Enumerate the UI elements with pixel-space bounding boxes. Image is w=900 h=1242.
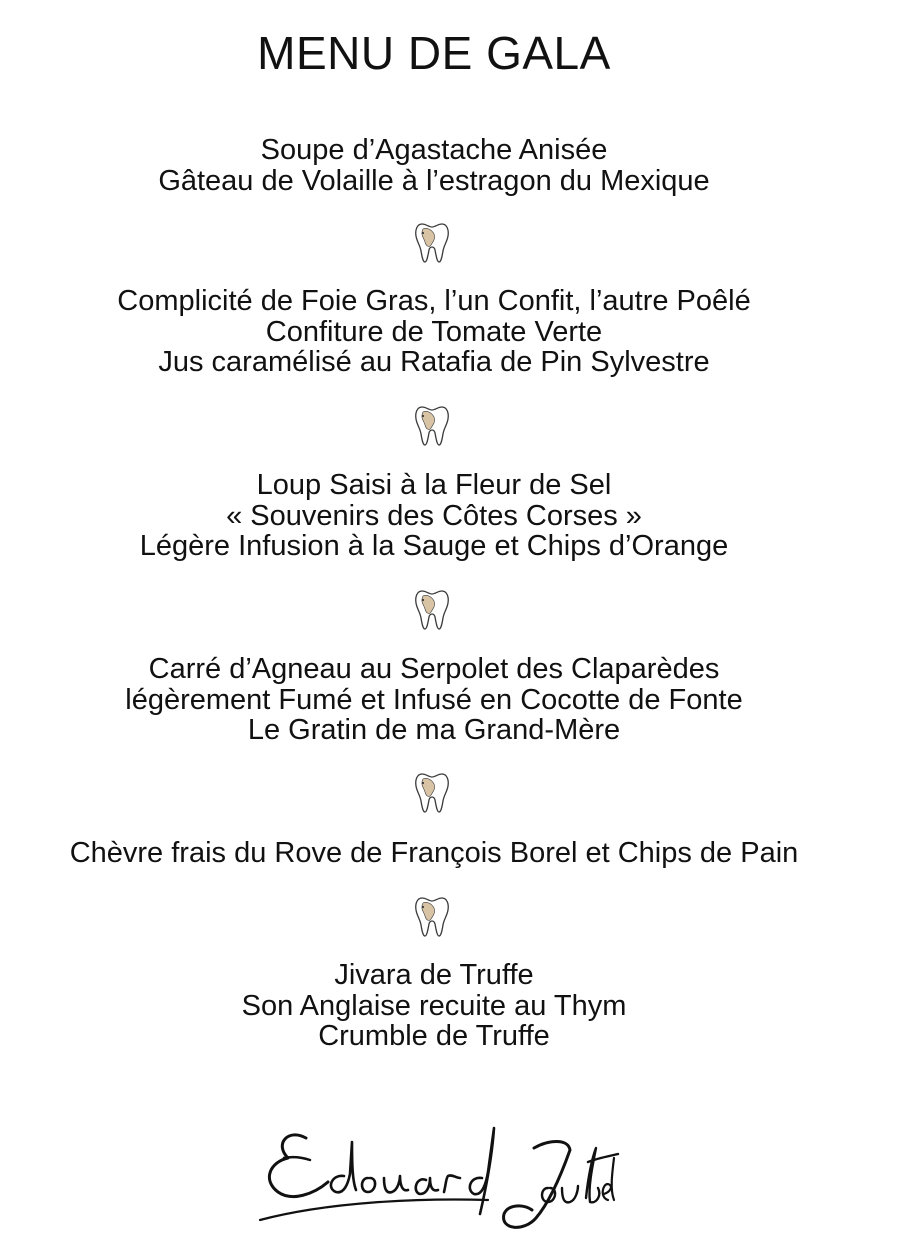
course-line: Gâteau de Volaille à l’estragon du Mexique xyxy=(158,164,710,197)
course-3 xyxy=(0,470,868,562)
tooth-icon-graphic xyxy=(414,588,450,630)
course-2 xyxy=(0,286,868,378)
menu-title: MENU DE GALA xyxy=(257,27,611,79)
course-line: Complicité de Foie Gras, l’un Confit, l’autre Poêlé xyxy=(117,285,751,317)
course-6 xyxy=(0,960,868,1052)
course-line: Légère Infusion à la Sauge et Chips d’Orange xyxy=(139,530,729,562)
tooth-icon-graphic xyxy=(414,221,450,263)
tooth-icon-graphic xyxy=(414,404,450,446)
signature-strokes xyxy=(260,1128,618,1227)
tooth-icon xyxy=(414,221,450,263)
course-line: Jivara de Truffe xyxy=(334,959,534,991)
course-5 xyxy=(0,838,868,869)
course-line: Le Gratin de ma Grand-Mère xyxy=(247,714,621,746)
course-line: Son Anglaise recuite au Thym xyxy=(241,989,627,1022)
course-line: Carré d’Agneau au Serpolet des Claparèdes xyxy=(148,653,720,685)
course-line: « Souvenirs des Côtes Corses » xyxy=(226,499,642,532)
tooth-icon xyxy=(414,895,450,937)
course-line: Chèvre frais du Rove de François Borel et Chips de Pain xyxy=(69,837,799,869)
course-4 xyxy=(0,654,868,746)
tooth-icon-graphic xyxy=(414,771,450,813)
tooth-icon xyxy=(414,771,450,813)
course-line: Loup Saisi à la Fleur de Sel xyxy=(256,469,612,501)
chef-signature xyxy=(248,1118,620,1242)
tooth-icon xyxy=(414,404,450,446)
course-line: légèrement Fumé et Infusé en Cocotte de Fonte xyxy=(125,683,743,716)
course-line: Soupe d’Agastache Anisée xyxy=(260,134,608,166)
course-line: Jus caramélisé au Ratafia de Pin Sylvestre xyxy=(158,346,710,378)
tooth-icon-graphic xyxy=(414,895,450,937)
tooth-icon xyxy=(414,588,450,630)
course-line: Confiture de Tomate Verte xyxy=(265,315,603,348)
course-line: Crumble de Truffe xyxy=(318,1020,550,1052)
course-1 xyxy=(0,135,868,196)
